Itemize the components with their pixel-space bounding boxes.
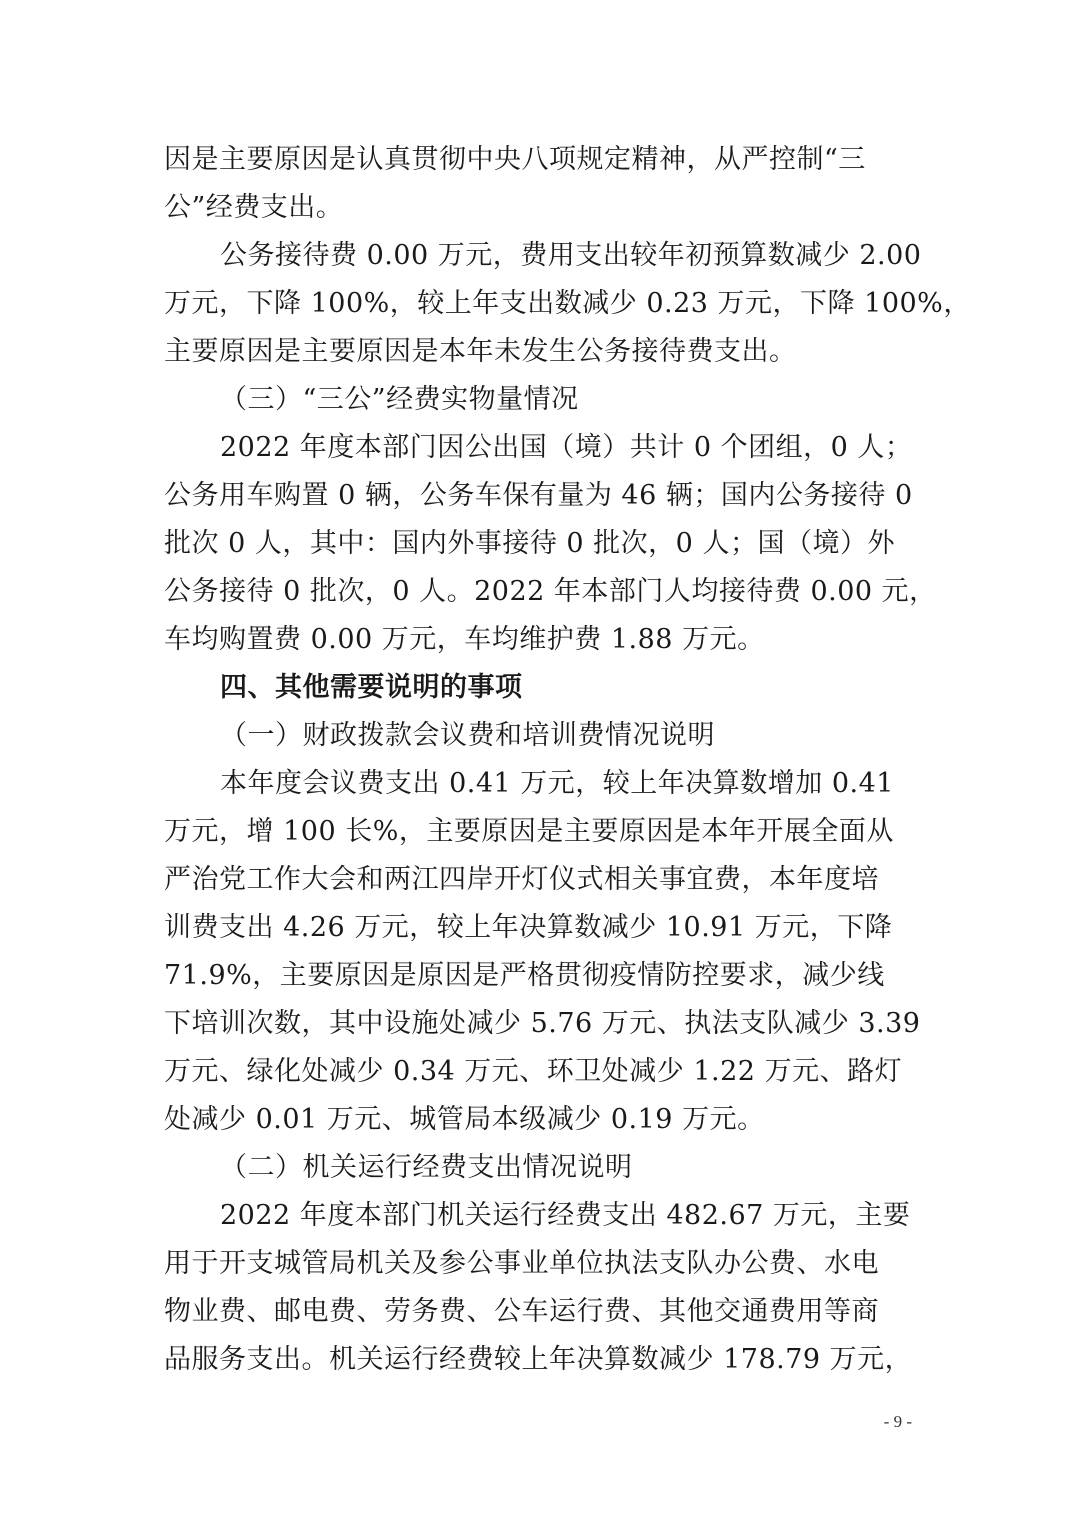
document-body <box>164 136 971 1384</box>
paragraph-line: 2022 年度本部门机关运行经费支出 482.67 万元，主要 <box>220 1200 911 1231</box>
paragraph-line: 2022 年度本部门因公出国（境）共计 0 个团组，0 人； <box>220 432 913 463</box>
paragraph-line: 处减少 0.01 万元、城管局本级减少 0.19 万元。 <box>164 1104 765 1135</box>
paragraph-line: 严治党工作大会和两江四岸开灯仪式相关事宜费，本年度培 <box>164 864 879 895</box>
paragraph-line: 71.9%，主要原因是原因是严格贯彻疫情防控要求，减少线 <box>164 960 885 991</box>
section-heading-3: （三）“三公”经费实物量情况 <box>220 384 579 415</box>
paragraph-line: 万元、绿化处减少 0.34 万元、环卫处减少 1.22 万元、路灯 <box>164 1056 903 1087</box>
paragraph-line: 用于开支城管局机关及参公事业单位执法支队办公费、水电 <box>164 1248 879 1279</box>
page-number: - 9 - <box>883 1412 912 1431</box>
paragraph-line: 本年度会议费支出 0.41 万元，较上年决算数增加 0.41 <box>220 768 894 799</box>
paragraph-line: 批次 0 人，其中：国内外事接待 0 批次，0 人；国（境）外 <box>164 528 895 559</box>
paragraph-line: 万元，下降 100%，较上年支出数减少 0.23 万元，下降 100%， <box>164 288 971 319</box>
paragraph-line: 万元，增 100 长%，主要原因是主要原因是本年开展全面从 <box>164 816 894 847</box>
paragraph-line: 因是主要原因是认真贯彻中央八项规定精神，从严控制“三 <box>164 144 866 175</box>
paragraph-line: 车均购置费 0.00 万元，车均维护费 1.88 万元。 <box>164 624 765 655</box>
paragraph-line: 公务接待 0 批次，0 人。2022 年本部门人均接待费 0.00 元， <box>164 576 937 607</box>
paragraph-line: 公务接待费 0.00 万元，费用支出较年初预算数减少 2.00 <box>220 240 922 271</box>
paragraph-line: 公”经费支出。 <box>164 192 344 223</box>
paragraph-line: 公务用车购置 0 辆，公务车保有量为 46 辆；国内公务接待 0 <box>164 480 913 511</box>
paragraph-line: 下培训次数，其中设施处减少 5.76 万元、执法支队减少 3.39 <box>164 1008 921 1039</box>
paragraph-line: 物业费、邮电费、劳务费、公车运行费、其他交通费用等商 <box>164 1296 879 1327</box>
section-heading-4-1: （一）财政拨款会议费和培训费情况说明 <box>220 720 715 751</box>
paragraph-line: 主要原因是主要原因是本年未发生公务接待费支出。 <box>164 336 797 367</box>
section-heading-4: 四、其他需要说明的事项 <box>220 672 523 703</box>
paragraph-line: 品服务支出。机关运行经费较上年决算数减少 178.79 万元， <box>164 1344 913 1375</box>
section-heading-4-2: （二）机关运行经费支出情况说明 <box>220 1152 633 1183</box>
paragraph-line: 训费支出 4.26 万元，较上年决算数减少 10.91 万元，下降 <box>164 912 893 943</box>
